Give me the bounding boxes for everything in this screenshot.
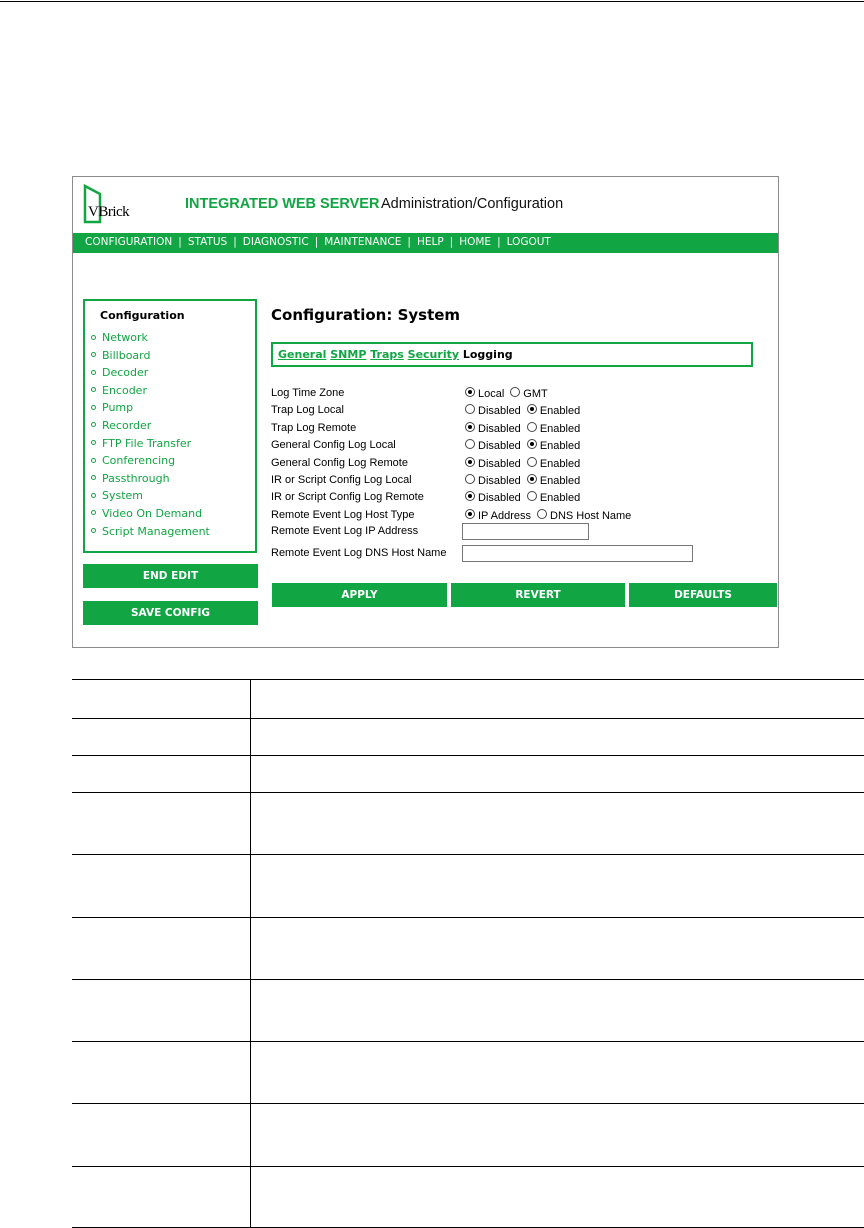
dns-host-name-label: Remote Event Log DNS Host Name: [271, 547, 447, 559]
sidebar-title: Configuration: [100, 309, 185, 322]
sidebar-item-recorder[interactable]: [91, 419, 210, 437]
nav-item-maintenance[interactable]: MAINTENANCE: [324, 236, 402, 248]
remote-event-log-host-type-row: [271, 507, 751, 524]
table-row-border: [72, 679, 864, 680]
tab-security[interactable]: Security: [407, 348, 460, 361]
nav-menu: [85, 236, 551, 248]
radio-label: DNS Host Name: [550, 509, 632, 522]
sidebar-item-video-on-demand[interactable]: [91, 507, 210, 525]
sidebar-item-pump[interactable]: [91, 401, 210, 419]
table-row-border: [72, 1103, 864, 1104]
nav-item-diagnostic[interactable]: DIAGNOSTIC: [242, 236, 309, 248]
save-config-button[interactable]: SAVE CONFIG: [83, 601, 258, 625]
sidebar-item-passthrough[interactable]: [91, 472, 210, 490]
table-row-border: [72, 792, 864, 793]
trap-log-remote-label: Trap Log Remote: [271, 421, 357, 434]
trap-log-remote-options: [465, 422, 580, 435]
bullet-icon: [91, 352, 96, 357]
table-row-border: [72, 718, 864, 719]
nav-separator: |: [314, 236, 319, 248]
bullet-icon: [91, 370, 96, 375]
sidebar-item-network[interactable]: [91, 331, 210, 349]
table-row-border: [72, 755, 864, 756]
sidebar-item-label: Decoder: [102, 366, 149, 380]
table-row-border: [72, 917, 864, 918]
sidebar-item-label: Passthrough: [102, 471, 170, 485]
radio-label: Local: [478, 388, 505, 400]
sidebar-item-label: Video On Demand: [102, 506, 203, 520]
ir-or-script-config-log-remote-options: [465, 491, 580, 504]
tab-logging: Logging: [462, 348, 513, 361]
radio-disabled[interactable]: [465, 457, 475, 467]
nav-item-configuration[interactable]: CONFIGURATION: [85, 236, 173, 248]
top-navbar: [73, 233, 778, 253]
radio-label: Disabled: [478, 492, 521, 505]
ir-or-script-config-log-remote-label: IR or Script Config Log Remote: [271, 491, 424, 504]
radio-disabled[interactable]: [465, 404, 475, 414]
radio-disabled[interactable]: [465, 474, 475, 484]
sidebar-item-label: Encoder: [102, 383, 147, 397]
radio-enabled[interactable]: [527, 439, 537, 449]
remote-event-log-host-type-label: Remote Event Log Host Type: [271, 508, 415, 521]
ip-address-row: [271, 523, 751, 540]
bullet-icon: [91, 528, 96, 533]
tab-bar: [271, 342, 753, 367]
log-time-zone-row: [271, 385, 751, 402]
radio-label: Disabled: [478, 440, 521, 453]
bullet-icon: [91, 475, 96, 480]
nav-separator: |: [178, 236, 182, 248]
sidebar: [83, 299, 257, 553]
radio-enabled[interactable]: [527, 491, 537, 501]
radio-gmt[interactable]: [510, 387, 520, 397]
general-config-log-remote-label: General Config Log Remote: [271, 456, 408, 469]
sidebar-item-label: Recorder: [102, 418, 152, 432]
radio-local[interactable]: [465, 387, 475, 397]
radio-label: Disabled: [478, 422, 521, 435]
radio-label: Enabled: [539, 475, 581, 487]
nav-item-help[interactable]: HELP: [416, 236, 444, 248]
table-row-border: [72, 854, 864, 855]
sidebar-item-label: Script Management: [102, 524, 210, 538]
sidebar-item-decoder[interactable]: [91, 366, 210, 384]
sidebar-item-conferencing[interactable]: [91, 454, 210, 472]
vbrick-logo: [82, 184, 134, 224]
radio-dns-host-name[interactable]: [537, 509, 547, 519]
radio-label: Enabled: [539, 422, 581, 435]
radio-enabled[interactable]: [527, 474, 537, 484]
radio-ip-address[interactable]: [465, 509, 475, 519]
sidebar-item-system[interactable]: [91, 489, 210, 507]
ir-or-script-config-log-local-options: [465, 474, 580, 487]
general-config-log-remote-options: [465, 457, 580, 470]
radio-label: Enabled: [539, 440, 581, 453]
radio-label: Enabled: [539, 457, 581, 470]
table-row-border: [72, 1166, 864, 1167]
radio-label: GMT: [523, 388, 548, 400]
general-config-log-remote-row: [271, 455, 751, 472]
page-top-rule: [0, 1, 864, 2]
radio-disabled[interactable]: [465, 422, 475, 432]
tab-list: [278, 348, 513, 361]
nav-item-home[interactable]: HOME: [459, 236, 492, 248]
trap-log-local-label: Trap Log Local: [271, 404, 344, 417]
radio-enabled[interactable]: [527, 457, 537, 467]
sidebar-item-billboard[interactable]: [91, 349, 210, 367]
table-row-border: [72, 1041, 864, 1042]
radio-disabled[interactable]: [465, 491, 475, 501]
browser-screenshot-frame: [72, 176, 779, 648]
nav-item-logout[interactable]: LOGOUT: [506, 236, 551, 248]
ir-or-script-config-log-remote-row: [271, 489, 751, 506]
app-title: INTEGRATED WEB SERVER: [185, 196, 380, 212]
tab-traps[interactable]: Traps: [370, 348, 404, 361]
sidebar-item-label: Conferencing: [102, 454, 176, 468]
ip-address-input[interactable]: [462, 523, 589, 540]
sidebar-item-label: Pump: [102, 401, 134, 415]
general-config-log-local-row: [271, 437, 751, 454]
revert-button[interactable]: REVERT: [451, 583, 625, 607]
radio-label: Enabled: [539, 405, 581, 418]
radio-label: Disabled: [478, 475, 521, 487]
defaults-button[interactable]: DEFAULTS: [629, 583, 777, 607]
sidebar-item-script-management[interactable]: [91, 525, 210, 543]
sidebar-item-ftp-file-transfer[interactable]: [91, 437, 210, 455]
bullet-icon: [91, 335, 96, 340]
logo-text: VBrick: [88, 204, 130, 220]
table-row-border: [72, 979, 864, 980]
dns-host-name-input[interactable]: [462, 545, 693, 562]
ir-or-script-config-log-local-row: [271, 472, 751, 489]
trap-log-local-row: [271, 402, 751, 419]
bullet-icon: [91, 387, 96, 392]
log-time-zone-label: Log Time Zone: [271, 387, 345, 399]
remote-event-log-host-type-options: [465, 509, 631, 522]
general-config-log-local-label: General Config Log Local: [271, 439, 396, 452]
ir-or-script-config-log-local-label: IR or Script Config Log Local: [271, 474, 412, 486]
radio-enabled[interactable]: [527, 422, 537, 432]
bullet-icon: [91, 440, 96, 445]
radio-label: IP Address: [478, 509, 531, 522]
radio-disabled[interactable]: [465, 439, 475, 449]
bullet-icon: [91, 510, 96, 515]
log-time-zone-options: [465, 387, 548, 400]
tab-general[interactable]: General: [278, 348, 327, 361]
nav-separator: |: [449, 236, 454, 248]
general-config-log-local-options: [465, 439, 580, 452]
end-edit-button[interactable]: END EDIT: [83, 564, 258, 588]
radio-enabled[interactable]: [527, 404, 537, 414]
trap-log-local-options: [465, 404, 580, 417]
radio-label: Disabled: [478, 457, 521, 470]
sidebar-item-label: System: [102, 489, 144, 503]
app-subtitle: Administration/Configuration: [381, 196, 564, 212]
sidebar-item-encoder[interactable]: [91, 384, 210, 402]
bullet-icon: [91, 493, 96, 498]
sidebar-list: [91, 331, 210, 542]
ip-address-label: Remote Event Log IP Address: [271, 525, 419, 537]
table-column-divider: [250, 679, 251, 1227]
bullet-icon: [91, 458, 96, 463]
radio-label: Enabled: [539, 492, 581, 505]
sidebar-item-label: Billboard: [102, 348, 151, 362]
nav-separator: |: [497, 236, 501, 248]
trap-log-remote-row: [271, 420, 751, 437]
sidebar-item-label: Network: [102, 331, 148, 344]
apply-button[interactable]: APPLY: [272, 583, 447, 607]
sidebar-item-label: FTP File Transfer: [102, 436, 192, 450]
bullet-icon: [91, 422, 96, 427]
nav-separator: |: [407, 236, 411, 248]
tab-snmp[interactable]: SNMP: [330, 348, 367, 361]
bullet-icon: [91, 405, 96, 410]
nav-separator: |: [233, 236, 237, 248]
dns-host-name-row: [271, 545, 751, 562]
radio-label: Disabled: [478, 405, 521, 418]
nav-item-status[interactable]: STATUS: [187, 236, 228, 248]
page-title: Configuration: System: [271, 306, 461, 324]
